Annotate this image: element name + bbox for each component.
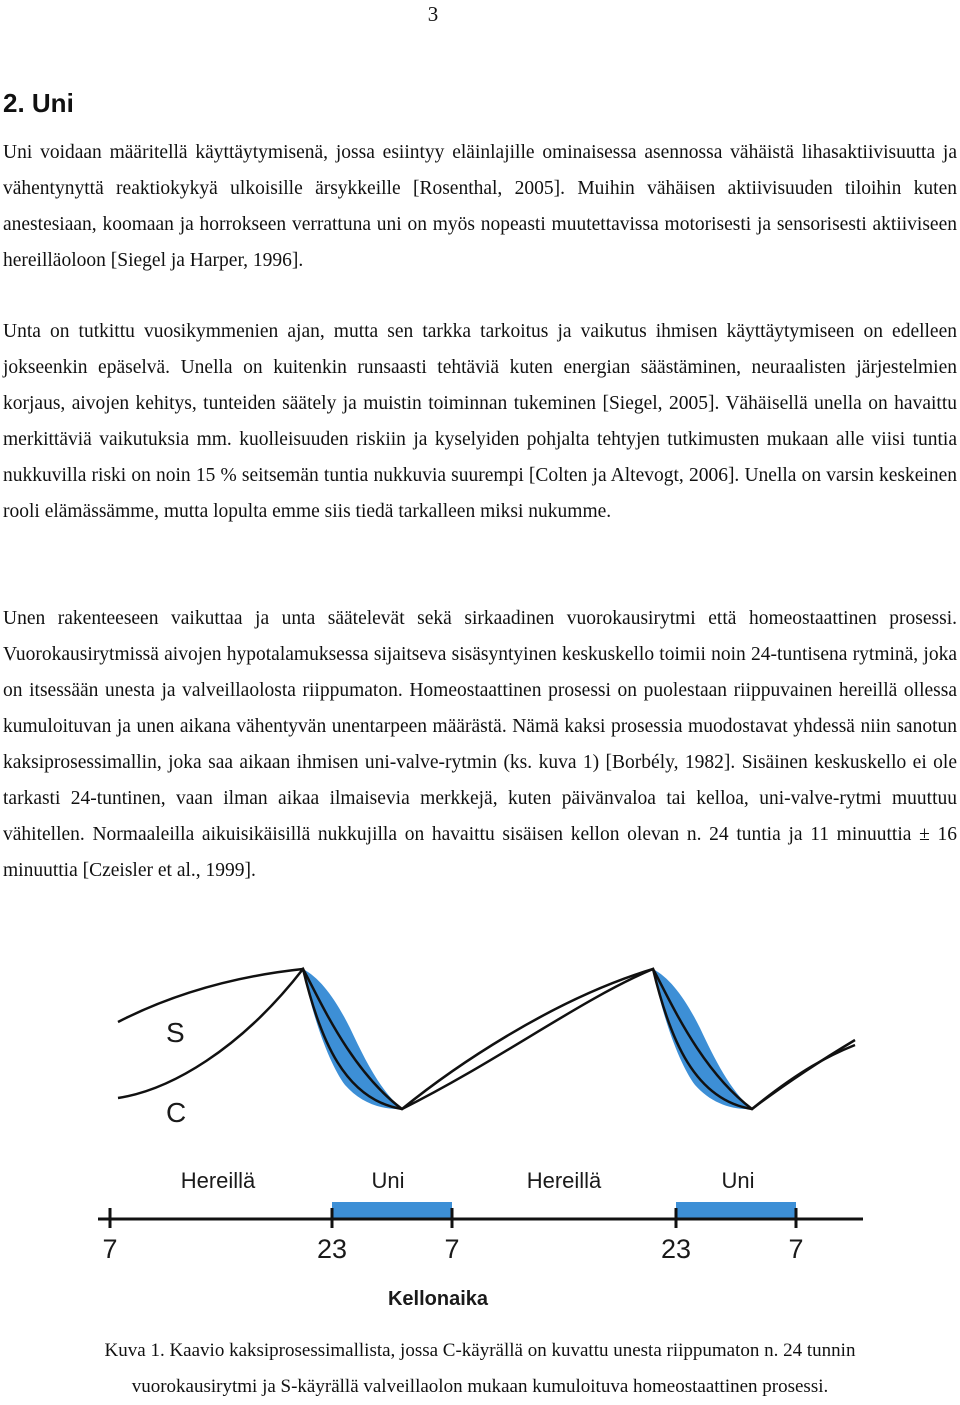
caption-line-2: vuorokausirytmi ja S-käyrällä valveillaolon mukaan kumuloituva homeostaattinen prosessi. xyxy=(131,1376,829,1397)
c-curve xyxy=(118,969,855,1109)
sleep-label-2: Uni xyxy=(721,1168,755,1193)
caption-line-1: Kuva 1. Kaavio kaksiprosessimallista, jossa C-käyrällä on kuvattu unesta riippumaton n. 24 tunnin xyxy=(104,1340,856,1361)
paragraph-3: Unen rakenteeseen vaikuttaa ja unta säätelevät sekä sirkaadinen vuorokausirytmi että homeostaattinen prosessi. Vuorokausirytmissä aivojen hypotalamuksessa sijaitseva sisäsyntyinen keskuskello toimii noin 24-tuntisena rytminä, joka on itsessään unesta ja valveillaolosta riippumaton. Homeostaattinen prosessi on puolestaan riippuvainen hereillä ollessa kumuloituvan ja unen aikana vähentyvän unentarpeen määrästä. Nämä kaksi prosessia muodostavat yhdessä niin sanotun kaksiprosessimallin, joka saa aikaan ihmisen uni-valve-rytmin (ks. kuva 1) [Borbély, 1982]. Sisäinen keskuskello ei ole tarkasti 24-tuntinen, vaan ilman aikaa ilmaisevia merkkejä, kuten päivänvaloa tai kelloa, uni-valve-rytmi muuttuu vähitellen. Normaaleilla aikuisikäisillä nukkujilla on havaittu sisäisen kellon olevan n. 24 tuntia ja 11 minuuttia ± 16 minuuttia [Czeisler et al., 1999]. xyxy=(3,608,957,881)
c-curve-label: C xyxy=(166,1097,187,1128)
paragraph-2: Unta on tutkittu vuosikymmenien ajan, mutta sen tarkka tarkoitus ja vaikutus ihmisen käyttäytymiseen on edelleen jokseenkin epäselvä. Unella on kuitenkin runsaasti tehtäviä kuten energian säästäminen, neuraalisten järjestelmien korjaus, aivojen kehitys, tunteiden säätely ja muistin toiminnan tukeminen [Siegel, 2005]. Vähäisellä unella on havaittu merkittäviä vaikutuksia mm. kuolleisuuden riskiin ja kyselyiden pohjalta tehtyjen tutkimusten mukaan alle viisi tuntia nukkuvilla riski on noin 15 % seitsemän tuntia nukkuvia suurempi [Colten ja Altevogt, 2006]. Unella on varsin keskeinen rooli elämässämme, mutta lopulta emme siis tiedä tarkalleen miksi nukumme. xyxy=(3,321,957,522)
page-number: 3 xyxy=(427,2,439,26)
paragraph-1: Uni voidaan määritellä käyttäytymisenä, jossa esiintyy eläinlajille ominaisessa asennossa vähäistä lihasaktiivisuutta ja vähentynyttä reaktiokykyä ulkoisille ärsykkeille [Rosenthal, 2005]. Muihin vähäisen aktiivisuuden tiloihin kuten anestesiaan, koomaan ja horrokseen verrattuna uni on myös nopeasti muutettavissa motorisesti ja sensorisesti aktiiviseen hereilläoloon [Siegel ja Harper, 1996]. xyxy=(3,142,957,271)
tick-label: 7 xyxy=(444,1234,460,1264)
sleep-bar-2 xyxy=(676,1202,796,1219)
tick-label: 23 xyxy=(316,1234,348,1264)
tick-label: 7 xyxy=(788,1234,804,1264)
sleep-label-1: Uni xyxy=(371,1168,405,1193)
tick-label: 23 xyxy=(660,1234,692,1264)
wake-label-1: Hereillä xyxy=(180,1168,256,1193)
tick-label: 7 xyxy=(102,1234,118,1264)
sleep-bar-1 xyxy=(332,1202,452,1219)
s-curve-label: S xyxy=(166,1017,185,1048)
axis-title: Kellonaika xyxy=(387,1288,489,1310)
two-process-model-figure xyxy=(80,960,880,1325)
wake-label-2: Hereillä xyxy=(526,1168,602,1193)
section-heading: 2. Uni xyxy=(3,88,74,118)
sleep-region-2 xyxy=(653,969,752,1109)
sleep-region-1 xyxy=(303,969,402,1109)
s-curve xyxy=(118,969,855,1109)
two-process-diagram xyxy=(80,960,880,1325)
figure-caption xyxy=(20,1333,940,1405)
